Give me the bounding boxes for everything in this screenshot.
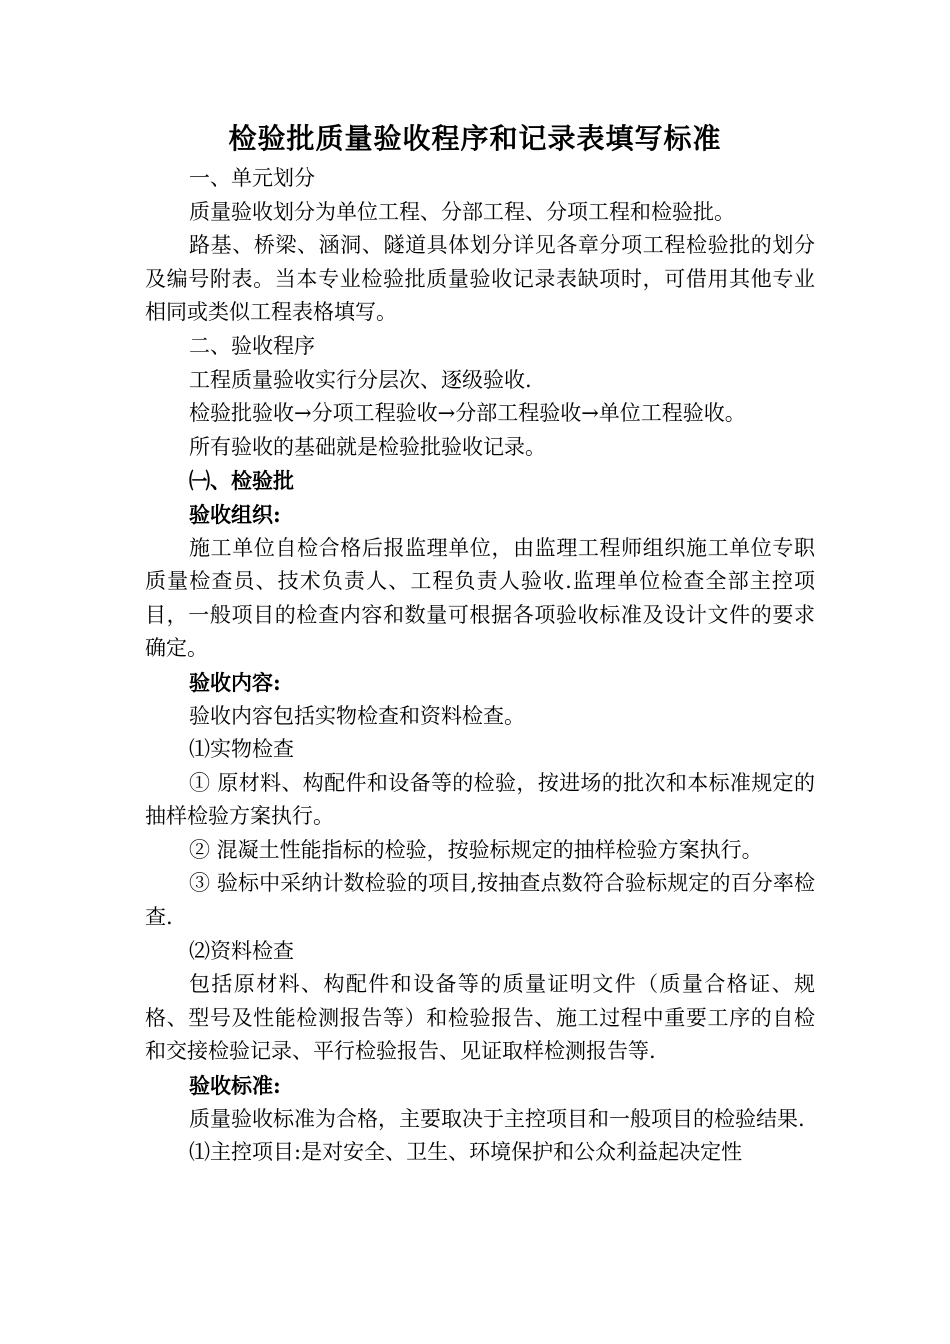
subsection-heading: 验收内容:	[189, 669, 281, 695]
paragraph: 质量验收标准为合格，主要取决于主控项目和一般项目的检验结果.	[189, 1106, 805, 1131]
section-heading: 一、单元划分	[189, 166, 315, 190]
paragraph: ⑴主控项目:是对安全、卫生、环境保护和公众利益起决定性	[189, 1140, 743, 1165]
paragraph: 所有验收的基础就是检验批验收记录。	[189, 434, 546, 459]
section-heading: 二、验收程序	[189, 333, 315, 358]
paragraph: 包括原材料、构配件和设备等的质量证明文件（质量合格证、规格、型号及性能检测报告等）和检验报告、施工过程中重要工序的自检和交接检验记录、平行检验报告、见证取样检测报告等.	[145, 972, 815, 1064]
document-body	[145, 162, 815, 1170]
page-title: 检验批质量验收程序和记录表填写标准	[228, 122, 722, 155]
paragraph: 质量验收划分为单位工程、分部工程、分项工程和检验批。	[189, 199, 735, 224]
list-item: ① 原材料、构配件和设备等的检验，按进场的批次和本标准规定的抽样检验方案执行。	[145, 770, 815, 829]
list-item: ③ 验标中采纳计数检验的项目,按抽查点数符合验标规定的百分率检查.	[145, 871, 815, 930]
paragraph: 施工单位自检合格后报监理单位，由监理工程师组织施工单位专职质量检查员、技术负责人、工程负责人验收.监理单位检查全部主控项目，一般项目的检查内容和数量可根据各项验收标准及设计文件的要求确定。	[145, 535, 815, 661]
list-item: ② 混凝土性能指标的检验，按验标规定的抽样检验方案执行。	[189, 837, 763, 862]
paragraph: 检验批验收→分项工程验收→分部工程验收→单位工程验收。	[189, 401, 746, 426]
subsection-heading: ㈠、检验批	[189, 468, 294, 494]
subsection-heading: 验收组织:	[189, 501, 281, 527]
paragraph: 验收内容包括实物检查和资料检查。	[189, 703, 525, 728]
paragraph: 路基、桥梁、涵洞、隧道具体划分详见各章分项工程检验批的划分及编号附表。当本专业检验批质量验收记录表缺项时，可借用其他专业相同或类似工程表格填写。	[145, 233, 815, 325]
paragraph: 工程质量验收实行分层次、逐级验收.	[189, 367, 532, 392]
list-heading: ⑴实物检查	[189, 737, 294, 762]
list-heading: ⑵资料检查	[189, 938, 294, 963]
subsection-heading: 验收标准:	[189, 1073, 281, 1099]
